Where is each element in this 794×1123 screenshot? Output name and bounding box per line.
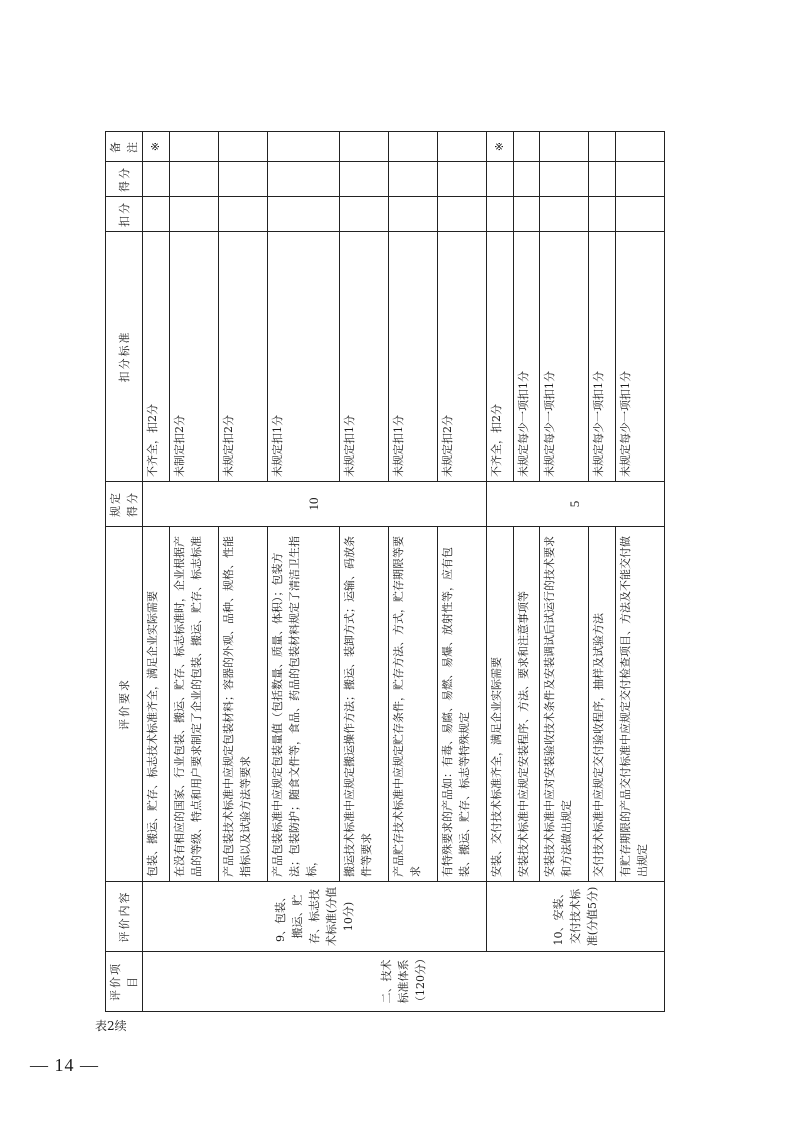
table-row bbox=[513, 132, 540, 1012]
deduct-standard-cell: 未规定扣1分 bbox=[267, 232, 339, 482]
remark-cell bbox=[267, 132, 339, 162]
deduct-cell bbox=[388, 197, 437, 232]
deduct-cell bbox=[540, 197, 589, 232]
deduct-cell bbox=[218, 197, 267, 232]
remark-cell bbox=[169, 132, 218, 162]
requirement-cell: 产品贮存技术标准中应规定贮存条件，贮存方法、方式，贮存期限等要求 bbox=[388, 527, 437, 882]
got-cell bbox=[143, 162, 170, 197]
requirement-cell: 包装、搬运、贮存、标志技术标准齐全，满足企业实际需要 bbox=[143, 527, 170, 882]
deduct-standard-cell: 未制定扣2分 bbox=[169, 232, 218, 482]
got-cell bbox=[513, 162, 540, 197]
requirement-cell: 有特殊要求的产品如：有毒、易腐、易燃、易爆、放射性等，应有包装、搬运、贮存、标志等特殊规定 bbox=[437, 527, 486, 882]
header-content: 评价内容 bbox=[106, 882, 143, 952]
requirement-cell: 安装、交付技术标准齐全，满足企业实际需要 bbox=[486, 527, 513, 882]
deduct-cell bbox=[486, 197, 513, 232]
remark-cell bbox=[540, 132, 589, 162]
got-cell bbox=[218, 162, 267, 197]
requirement-cell: 交付技术标准中应规定交付验收程序，抽样及试验方法 bbox=[589, 527, 616, 882]
table-row bbox=[615, 132, 664, 1012]
rotated-table-container bbox=[105, 132, 665, 1012]
requirement-cell: 在没有相应的国家、行业包装、搬运、贮存、标志标准时，企业根据产品的等级、特点和用户要求制定了企业的包装、搬运、贮存、标志标准 bbox=[169, 527, 218, 882]
deduct-cell bbox=[267, 197, 339, 232]
requirement-cell: 产品包装技术标准中应规定包装材料；容器的外观、品种、规格、性能指标以及试验方法等要求 bbox=[218, 527, 267, 882]
requirement-cell: 安装技术标准中应对安装验收技术条件及安装调试后试运行的技术要求和方法做出规定 bbox=[540, 527, 589, 882]
header-requirement: 评价要求 bbox=[106, 527, 143, 882]
deduct-cell bbox=[589, 197, 616, 232]
remark-cell bbox=[615, 132, 664, 162]
got-cell bbox=[437, 162, 486, 197]
remark-cell bbox=[339, 132, 388, 162]
header-project: 评价项目 bbox=[106, 952, 143, 1012]
remark-cell bbox=[388, 132, 437, 162]
header-score: 规定得分 bbox=[106, 482, 143, 527]
table-row bbox=[143, 132, 170, 1012]
remark-cell bbox=[589, 132, 616, 162]
table-header-row bbox=[106, 132, 143, 1012]
table-row bbox=[540, 132, 589, 1012]
deduct-standard-cell: 未规定每少一项扣1分 bbox=[513, 232, 540, 482]
header-remark: 备注 bbox=[106, 132, 143, 162]
deduct-standard-cell: 未规定每少一项扣1分 bbox=[540, 232, 589, 482]
got-cell bbox=[169, 162, 218, 197]
got-cell bbox=[615, 162, 664, 197]
deduct-standard-cell: 未规定扣2分 bbox=[437, 232, 486, 482]
table-row bbox=[437, 132, 486, 1012]
remark-cell: ※ bbox=[143, 132, 170, 162]
remark-cell bbox=[437, 132, 486, 162]
table-row bbox=[589, 132, 616, 1012]
table-row bbox=[169, 132, 218, 1012]
table-row bbox=[218, 132, 267, 1012]
got-cell bbox=[589, 162, 616, 197]
header-deduct-standard: 扣分标准 bbox=[106, 232, 143, 482]
deduct-cell bbox=[143, 197, 170, 232]
deduct-cell bbox=[169, 197, 218, 232]
remark-cell bbox=[513, 132, 540, 162]
deduct-cell bbox=[513, 197, 540, 232]
deduct-standard-cell: 未规定扣1分 bbox=[388, 232, 437, 482]
content-cell-9: 9、包装、搬运、贮存、标志技术标准(分值10分) bbox=[143, 882, 487, 952]
got-cell bbox=[540, 162, 589, 197]
score-cell-10: 5 bbox=[486, 482, 664, 527]
got-cell bbox=[267, 162, 339, 197]
table-row bbox=[388, 132, 437, 1012]
got-cell bbox=[388, 162, 437, 197]
table-caption: 表2续 bbox=[95, 1019, 127, 1033]
deduct-standard-cell: 未规定每少一项扣1分 bbox=[615, 232, 664, 482]
deduct-standard-cell: 未规定扣2分 bbox=[218, 232, 267, 482]
table-row bbox=[267, 132, 339, 1012]
page-number: — 14 — bbox=[30, 1055, 99, 1075]
deduct-cell bbox=[437, 197, 486, 232]
table-row bbox=[339, 132, 388, 1012]
content-cell-10: 10、安装、交付技术标准(分值5分) bbox=[486, 882, 664, 952]
requirement-cell: 搬运技术标准中应规定搬运操作方法；搬运、装卸方式；运输、码放条件等要求 bbox=[339, 527, 388, 882]
score-cell-9: 10 bbox=[143, 482, 487, 527]
deduct-cell bbox=[339, 197, 388, 232]
deduct-standard-cell: 未规定扣1分 bbox=[339, 232, 388, 482]
table-row bbox=[486, 132, 513, 1012]
evaluation-table bbox=[105, 131, 665, 1012]
deduct-standard-cell: 未规定每少一项扣1分 bbox=[589, 232, 616, 482]
requirement-cell: 有贮存期限的产品交付标准中应规定交付检查项目、方法及不能交付做出规定 bbox=[615, 527, 664, 882]
remark-cell: ※ bbox=[486, 132, 513, 162]
project-cell: 二、技术标准体系（120分） bbox=[143, 952, 665, 1012]
header-got: 得分 bbox=[106, 162, 143, 197]
deduct-standard-cell: 不齐全，扣2分 bbox=[143, 232, 170, 482]
header-deduct: 扣分 bbox=[106, 197, 143, 232]
deduct-cell bbox=[615, 197, 664, 232]
requirement-cell: 产品包装标准中应规定包装量值（包括数量、质量、体积）；包装方法；包装防护；随食文件等，食品、药品的包装材料规定了清洁卫生指标， bbox=[267, 527, 339, 882]
got-cell bbox=[486, 162, 513, 197]
got-cell bbox=[339, 162, 388, 197]
remark-cell bbox=[218, 132, 267, 162]
deduct-standard-cell: 不齐全，扣2分 bbox=[486, 232, 513, 482]
requirement-cell: 安装技术标准中应规定安装程序、方法、要求和注意事项等 bbox=[513, 527, 540, 882]
